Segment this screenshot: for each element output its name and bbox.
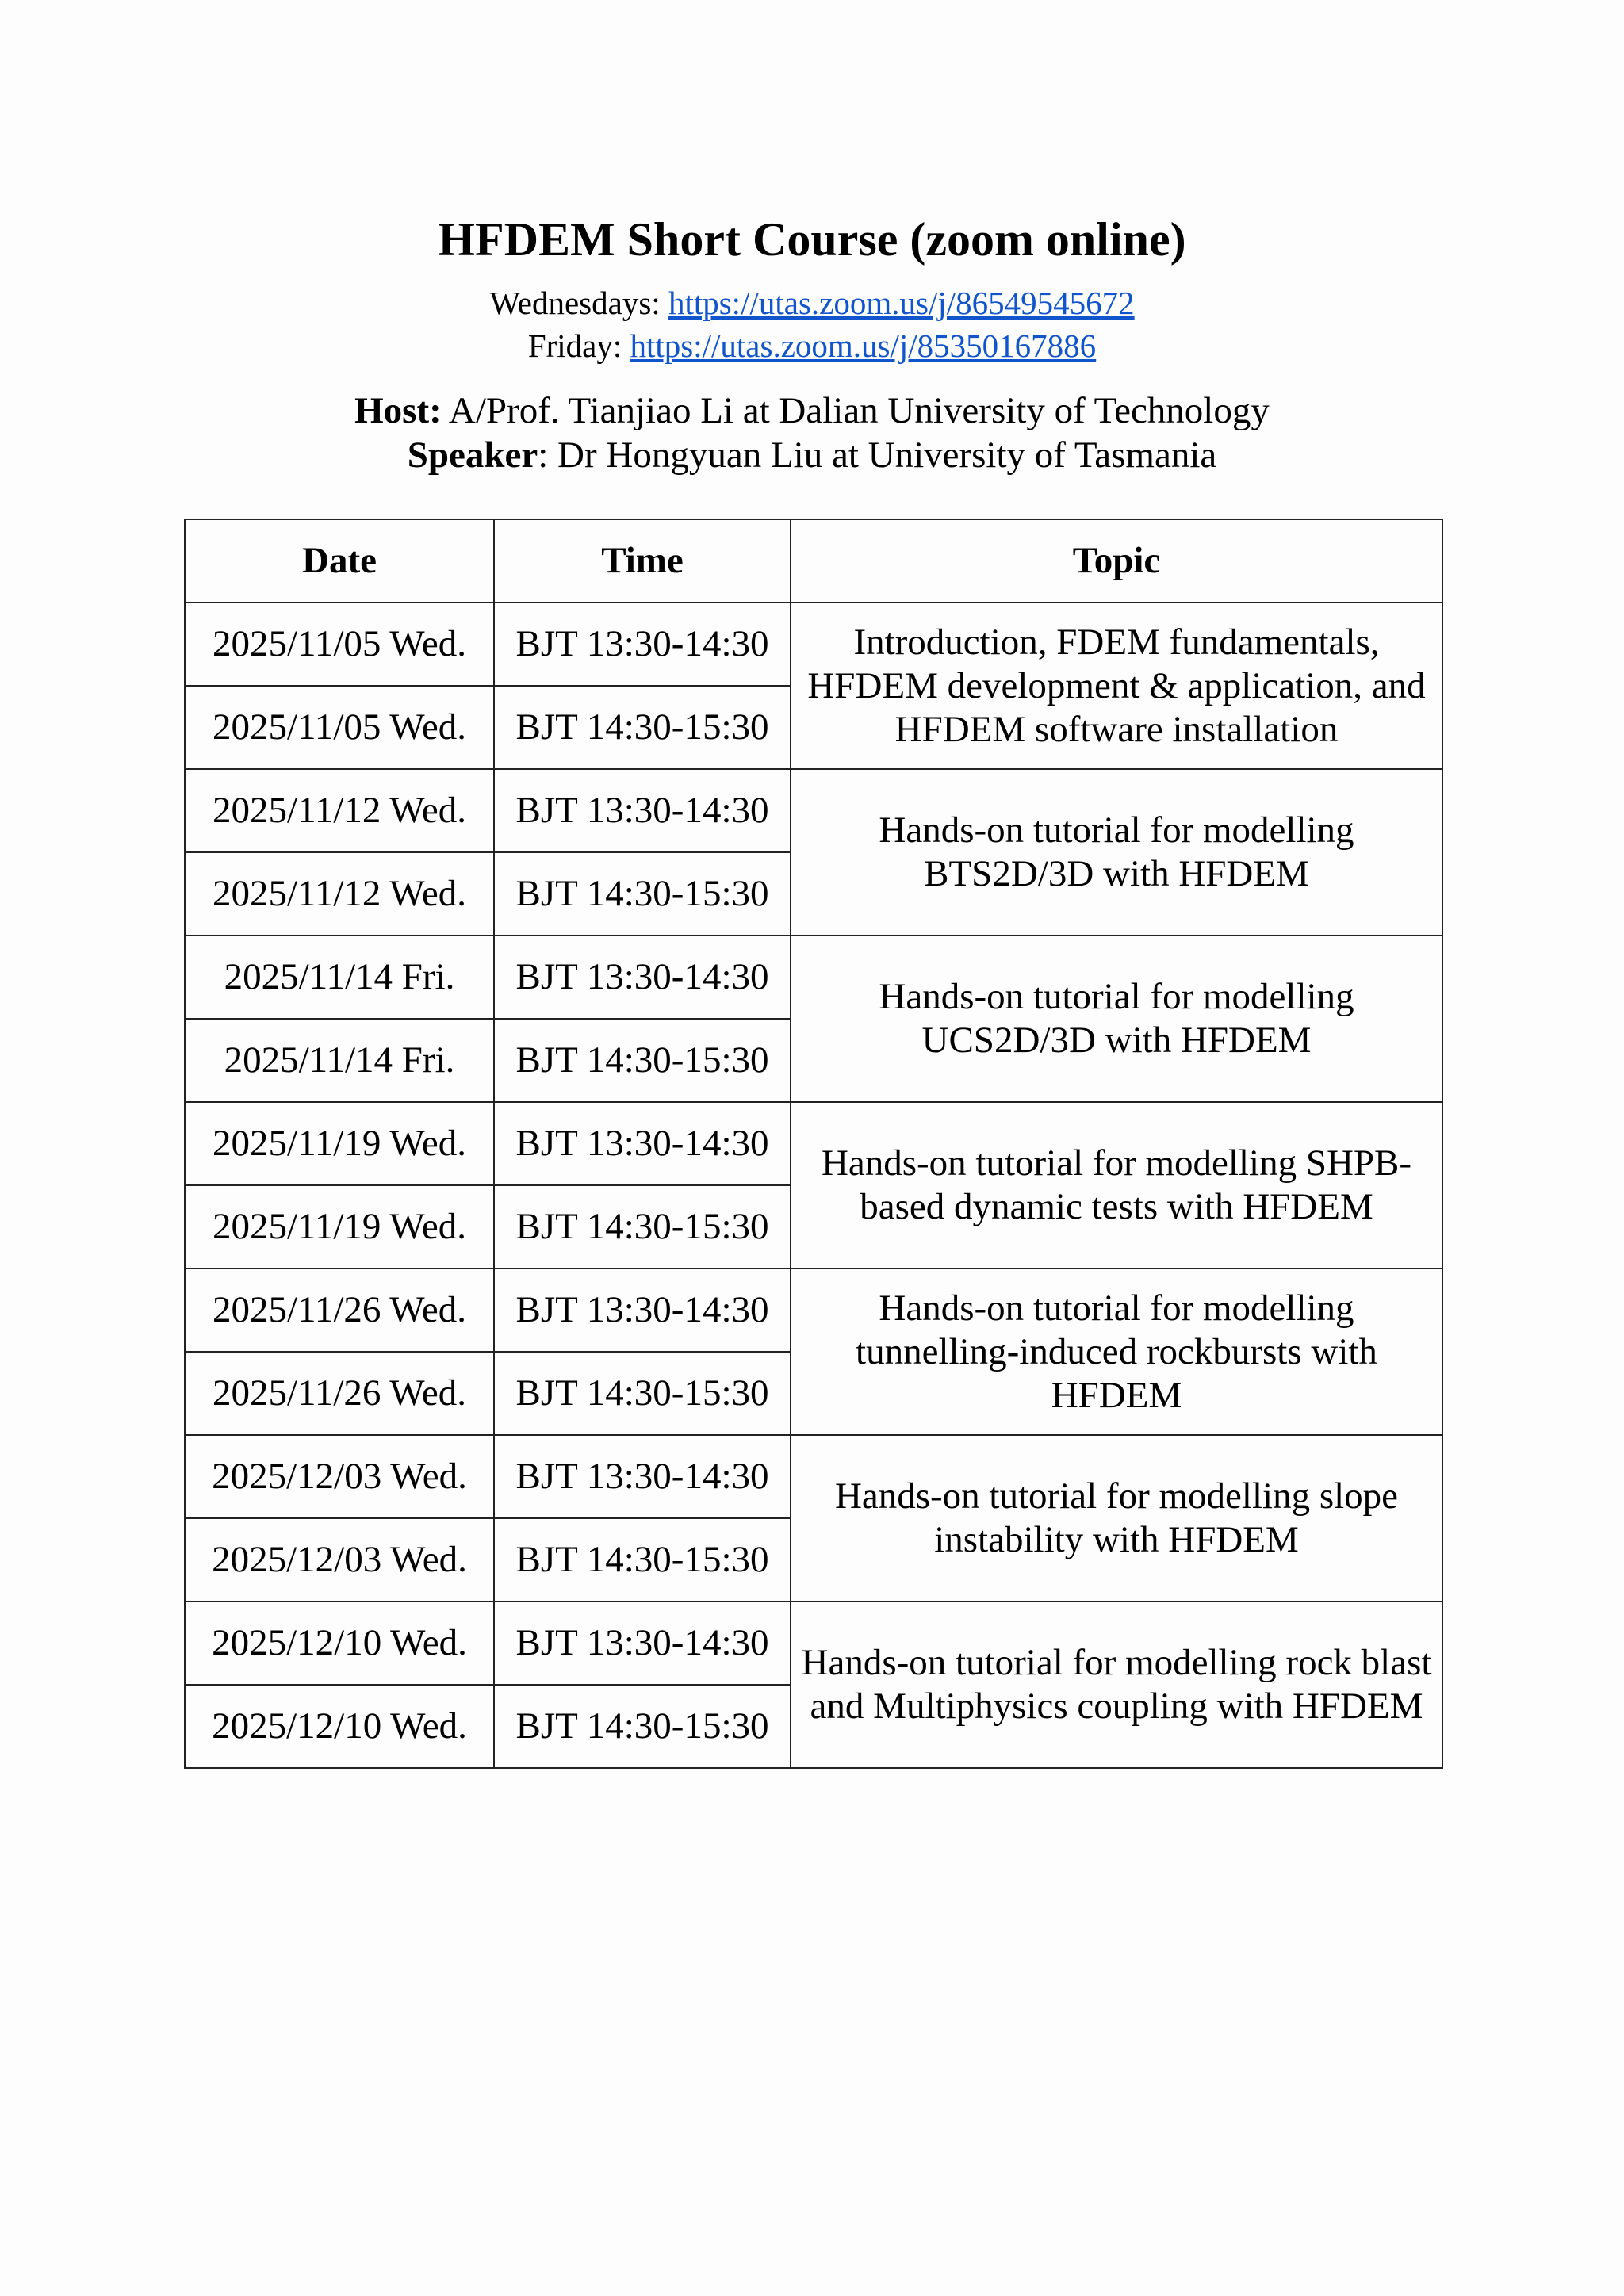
session-time-cell: BJT 13:30-14:30 [494,769,791,852]
session-time-cell: BJT 13:30-14:30 [494,1102,791,1185]
column-header-date: Date [185,519,494,603]
session-date-cell: 2025/11/26 Wed. [185,1269,494,1352]
session-time-cell: BJT 14:30-15:30 [494,1019,791,1102]
session-date-cell: 2025/12/10 Wed. [185,1601,494,1685]
table-header-row [185,519,1442,603]
session-date-cell: 2025/12/03 Wed. [185,1435,494,1518]
table-row [185,936,1442,1019]
session-time-cell: BJT 14:30-15:30 [494,1185,791,1269]
speaker-line [0,433,1624,477]
speaker-label: Speaker [407,434,538,476]
session-time-cell: BJT 13:30-14:30 [494,1601,791,1685]
wednesday-link-line [0,283,1624,323]
session-date-cell: 2025/11/14 Fri. [185,1019,494,1102]
session-time-cell: BJT 13:30-14:30 [494,1435,791,1518]
session-topic-cell: Hands-on tutorial for modelling BTS2D/3D with HFDEM [791,769,1442,936]
session-date-cell: 2025/11/12 Wed. [185,769,494,852]
session-topic-cell: Hands-on tutorial for modelling tunnelling-induced rockbursts with HFDEM [791,1269,1442,1435]
session-time-cell: BJT 14:30-15:30 [494,686,791,769]
session-topic-cell: Introduction, FDEM fundamentals, HFDEM development & application, and HFDEM software installation [791,603,1442,769]
wednesday-zoom-link[interactable]: https://utas.zoom.us/j/86549545672 [668,285,1135,321]
session-date-cell: 2025/11/26 Wed. [185,1352,494,1435]
column-header-time: Time [494,519,791,603]
session-date-cell: 2025/11/19 Wed. [185,1102,494,1185]
session-topic-cell: Hands-on tutorial for modelling SHPB-based dynamic tests with HFDEM [791,1102,1442,1269]
session-date-cell: 2025/11/05 Wed. [185,603,494,686]
session-date-cell: 2025/11/05 Wed. [185,686,494,769]
session-date-cell: 2025/11/14 Fri. [185,936,494,1019]
session-time-cell: BJT 14:30-15:30 [494,1518,791,1601]
friday-label: Friday: [527,327,630,364]
schedule-body [185,603,1442,1768]
session-time-cell: BJT 13:30-14:30 [494,603,791,686]
host-text: A/Prof. Tianjiao Li at Dalian University of Technology [441,390,1270,431]
session-topic-cell: Hands-on tutorial for modelling slope instability with HFDEM [791,1435,1442,1601]
session-time-cell: BJT 13:30-14:30 [494,1269,791,1352]
session-time-cell: BJT 13:30-14:30 [494,936,791,1019]
session-time-cell: BJT 14:30-15:30 [494,1685,791,1768]
table-row [185,1269,1442,1352]
table-row [185,1601,1442,1685]
column-header-topic: Topic [791,519,1442,603]
schedule-table [184,519,1443,1769]
host-line [0,388,1624,433]
session-date-cell: 2025/12/03 Wed. [185,1518,494,1601]
session-time-cell: BJT 14:30-15:30 [494,852,791,936]
table-row [185,1435,1442,1518]
page-title: HFDEM Short Course (zoom online) [438,213,1186,266]
session-time-cell: BJT 14:30-15:30 [494,1352,791,1435]
wednesday-label: Wednesdays: [489,285,668,321]
session-date-cell: 2025/11/19 Wed. [185,1185,494,1269]
friday-link-line [0,326,1624,365]
table-row [185,769,1442,852]
host-label: Host: [354,390,442,431]
friday-zoom-link[interactable]: https://utas.zoom.us/j/85350167886 [630,327,1097,364]
session-date-cell: 2025/11/12 Wed. [185,852,494,936]
session-topic-cell: Hands-on tutorial for modelling rock blast and Multiphysics coupling with HFDEM [791,1601,1442,1768]
table-row [185,1102,1442,1185]
session-topic-cell: Hands-on tutorial for modelling UCS2D/3D with HFDEM [791,936,1442,1102]
table-row [185,603,1442,686]
speaker-text: : Dr Hongyuan Liu at University of Tasmania [538,434,1217,476]
session-date-cell: 2025/12/10 Wed. [185,1685,494,1768]
